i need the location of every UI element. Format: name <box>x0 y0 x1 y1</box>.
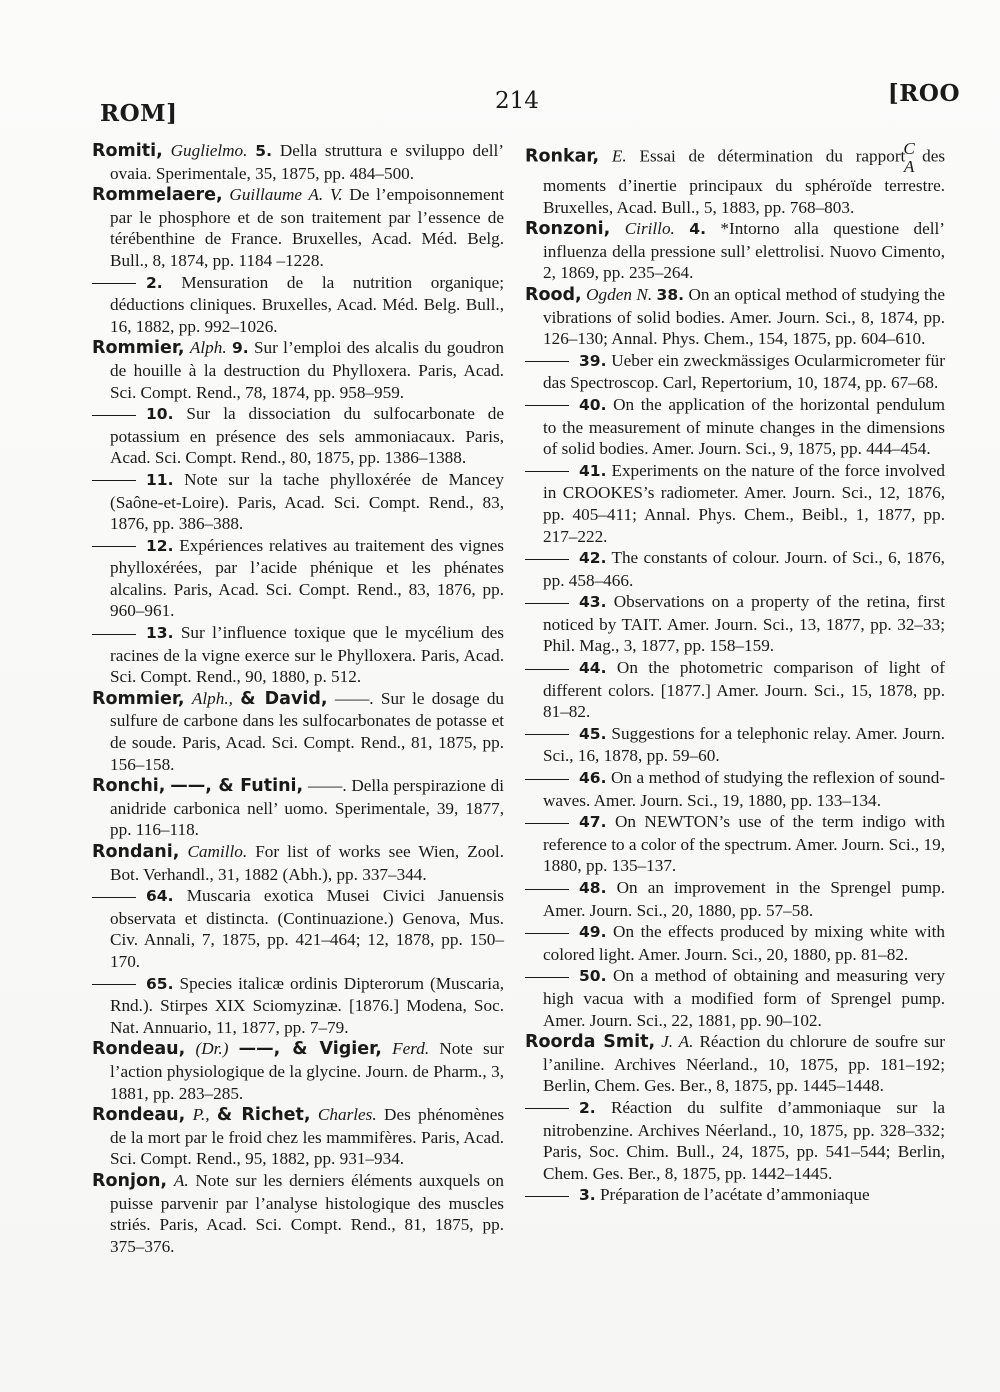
bibliography-entry <box>525 547 945 591</box>
author-name: Roorda Smit, <box>525 1032 656 1053</box>
ditto-dash <box>525 823 569 824</box>
bibliography-entry <box>92 535 504 622</box>
entry-text: Della struttura e sviluppo dell’ ovaia. Sperimentale, 35, 1875, pp. 484–500. <box>110 141 505 183</box>
author-given-name: Cirillo. <box>624 219 675 239</box>
ditto-dash <box>525 471 569 472</box>
coauthor-given-name: Ferd. <box>392 1039 430 1059</box>
ditto-dash <box>92 984 136 985</box>
entry-text: Experiments on the nature of the force involved in CROOKES’s radiometer. Amer. Journ. Sci., 12, 1876, pp. 405–411; Annal. Phys. Chem., Beibl., 1, 1877, pp. 217–222. <box>543 460 946 546</box>
ditto-dash <box>525 1196 569 1197</box>
bibliography-entry: Ronkar, E. Essai de détermination du rapport $\frac{C}{A}$ des moments d’inertie principaux du sphéroïde terrestre. Bruxelles, Acad. Bull., 5, 1883, pp. 768–803. <box>525 139 946 217</box>
ditto-dash <box>92 480 136 481</box>
bibliography-entry <box>525 1097 945 1184</box>
entry-text: Préparation de l’acétate d’ammoniaque <box>599 1185 870 1205</box>
entry-number: 48. <box>579 879 607 897</box>
ditto-dash <box>525 977 569 978</box>
bibliography-entry <box>525 767 945 811</box>
entry-number: 38. <box>656 285 685 304</box>
bibliography-entry <box>92 622 504 688</box>
entry-text: Observations on a property of the retina, first noticed by TAIT. Amer. Journ. Sci., 13, 1877, pp. 32–33; Phil. Mag., 3, 1877, pp. 158–159. <box>543 592 945 656</box>
entry-number: 11. <box>146 470 174 489</box>
entry-number: 3. <box>579 1186 596 1205</box>
page-header <box>100 78 960 130</box>
bibliography-entry <box>92 140 504 184</box>
entry-text: Suggestions for a telephonic relay. Amer. Journ. Sci., 16, 1878, pp. 59–60. <box>543 723 945 766</box>
coauthor-given-name: Charles. <box>317 1105 377 1125</box>
bibliography-entry <box>525 1184 945 1207</box>
bibliography-entry <box>92 272 504 338</box>
entry-number: 4. <box>689 220 706 239</box>
bibliography-entry <box>92 973 504 1039</box>
entry-text: Expériences relatives au traitement des vignes phylloxérées, par l’acide phénique et les phénates alcalins. Paris, Acad. Sci. Compt. Rend., 83, 1876, pp. 960–961. <box>110 535 504 621</box>
ditto-dash <box>525 669 569 670</box>
page-number: 214 <box>495 88 539 114</box>
ditto-dash <box>92 415 136 416</box>
entry-number: 13. <box>146 624 174 643</box>
bibliography-entry <box>525 218 945 284</box>
entry-text: Réaction du sulfite d’ammoniaque sur la nitrobenzine. Archives Néerland., 10, 1875, pp. 328–332; Paris, Soc. Chim. Bull., 24, 1875, pp. 541–544; Berlin, Chem. Ges. Ber., 8, 1875, pp. 1442–1445. <box>543 1097 945 1183</box>
entry-text: Essai de détermination du rapport <box>639 146 906 166</box>
author-given-name: Camillo. <box>187 842 248 861</box>
entry-text: On an improvement in the Sprengel pump. Amer. Journ. Sci., 20, 1880, pp. 57–58. <box>543 878 945 920</box>
bibliography-entry <box>92 841 504 885</box>
entry-text: Des phénomènes de la mort par le froid chez les mammifères. Paris, Acad. Sci. Compt. Rend., 95, 1882, pp. 931–934. <box>110 1105 505 1169</box>
entry-text: *Intorno alla questione dell’ influenza della pressione sull’ elettrolisi. Nuovo Cimento, 2, 1869, pp. 235–264. <box>543 219 946 283</box>
entry-text: Sur l’influence toxique que le mycélium des racines de la vigne exerce sur le Phylloxera. Paris, Acad. Sci. Compt. Rend., 90, 1880, p. 512. <box>110 623 504 687</box>
author-name: Rondeau, <box>92 1105 186 1126</box>
coauthor-name: ——, & Vigier, <box>238 1039 382 1060</box>
entry-number: 65. <box>146 974 174 993</box>
entry-text: On the photometric comparison of light of different colors. [1877.] Amer. Journ. Sci., 15, 1878, pp. 81–82. <box>543 658 945 722</box>
author-name: Romiti, <box>92 141 163 161</box>
bibliography-entry <box>525 460 945 547</box>
bibliography-entry <box>525 394 945 460</box>
entry-text: The constants of colour. Journ. of Sci., 6, 1876, pp. 458–466. <box>543 548 945 590</box>
ditto-dash <box>525 603 569 604</box>
ditto-dash <box>525 779 569 780</box>
bibliography-entry <box>525 811 945 877</box>
entry-text: On a method of studying the reflexion of sound-waves. Amer. Journ. Sci., 19, 1880, pp. 133–134. <box>543 768 946 810</box>
author-given-name: P., <box>192 1105 210 1125</box>
entry-text: Muscaria exotica Musei Civici Januensis observata et distincta. (Continuazione.) Genova, Mus. Civ. Annali, 7, 1875, pp. 421–464; 12, 1878, pp. 150–170. <box>110 886 504 971</box>
entry-number: 12. <box>146 536 174 555</box>
header-left-range: ROM] <box>100 100 178 127</box>
bibliography-entry <box>525 284 945 350</box>
entry-text: Sur l’emploi des alcalis du goudron de houille à la destruction du Phylloxera. Paris, Acad. Sci. Compt. Rend., 78, 1874, pp. 958–959. <box>110 338 505 402</box>
author-name: Rood, <box>525 284 582 305</box>
bibliography-entry <box>525 657 945 723</box>
left-column <box>92 140 504 1257</box>
entry-text: Sur la dissociation du sulfocarbonate de potassium en présence des sels ammoniacaux. Paris, Acad. Sci. Compt. Rend., 80, 1875, pp. 1386–1388. <box>110 404 504 468</box>
author-given-name: Guglielmo. <box>170 141 248 160</box>
entry-number: 44. <box>579 659 607 678</box>
entry-number: 45. <box>579 724 607 743</box>
bibliography-entry <box>525 591 945 657</box>
entry-text: Réaction du chlorure de soufre sur l’aniline. Archives Néerland., 10, 1875, pp. 181–192; Berlin, Chem. Ges. Ber., 8, 1875, pp. 1445–1448. <box>543 1032 945 1096</box>
ditto-dash <box>525 405 569 406</box>
ditto-dash <box>92 634 136 635</box>
entry-number: 10. <box>146 405 174 424</box>
author-name: Rommelaere, <box>92 185 223 206</box>
author-given-name: A. <box>173 1170 189 1190</box>
ditto-dash <box>525 361 569 362</box>
entry-text: On a method of obtaining and measuring very high vacua with a modified form of Sprengel pump. Amer. Journ. Sci., 22, 1881, pp. 90–102. <box>543 966 946 1030</box>
right-column <box>525 140 945 1207</box>
bibliography-entry <box>92 775 504 841</box>
entry-text: ——. Sur le dosage du sulfure de carbone dans les sulfocarbonates de potasse et de soude. Paris, Acad. Sci. Compt. Rend., 81, 1875, pp. 156–158. <box>110 688 505 774</box>
entry-text: Note sur l’action physiologique de la glycine. Journ. de Pharm., 3, 1881, pp. 283–285. <box>110 1039 504 1103</box>
entry-text: On an optical method of studying the vibrations of solid bodies. Amer. Journ. Sci., 8, 1874, pp. 126–130; Annal. Phys. Chem., 154, 1875, pp. 604–610. <box>543 284 946 349</box>
bibliography-entry <box>92 469 504 535</box>
author-given-name: J. A. <box>661 1032 694 1052</box>
entry-text: Ueber ein zweckmässiges Ocularmicrometer für das Spectroscop. Carl, Repertorium, 10, 1874, pp. 67–68. <box>543 350 945 393</box>
bibliography-entry <box>525 965 945 1031</box>
entry-text: For list of works see Wien, Zool. Bot. Verhandl., 31, 1882 (Abh.), pp. 337–344. <box>110 842 505 884</box>
entry-text: On the effects produced by mixing white with colored light. Amer. Journ. Sci., 20, 1880, pp. 81–82. <box>543 922 945 964</box>
bibliography-entry <box>92 184 504 271</box>
author-given-name: Alph. <box>189 338 227 358</box>
entry-text: Mensuration de la nutrition organique; déductions cliniques. Bruxelles, Acad. Méd. Belg. Bull., 16, 1882, pp. 992–1026. <box>110 272 504 336</box>
ditto-dash <box>92 546 136 547</box>
author-name: Ronkar, <box>525 146 600 167</box>
coauthor-name: & David, <box>240 688 328 709</box>
bibliography-entry <box>92 1170 504 1257</box>
entry-number: 40. <box>579 395 607 414</box>
ditto-dash <box>525 889 569 890</box>
coauthor-name: ——, & Futini, <box>170 776 304 797</box>
entry-number: 5. <box>255 142 272 160</box>
ditto-dash <box>525 1108 569 1109</box>
entry-number: 50. <box>579 967 607 986</box>
author-name: Rommier, <box>92 688 185 709</box>
author-given-name: Ogden N. <box>586 284 653 304</box>
entry-text-continued: des moments d’inertie principaux du sphéroïde terrestre. Bruxelles, Acad. Bull., 5, 1883, pp. 768–803. <box>543 146 946 217</box>
entry-number: 39. <box>579 351 607 370</box>
bibliography-entry <box>525 723 945 767</box>
entry-text: Species italicæ ordinis Dipterorum (Muscaria, Rnd.). Stirpes XIX Sciomyzinæ. [1876.] Modena, Soc. Nat. Annuario, 11, 1877, pp. 7–79. <box>110 973 504 1037</box>
author-given-name: (Dr.) <box>195 1039 229 1059</box>
author-name: Ronchi, <box>92 776 166 797</box>
ditto-dash <box>525 559 569 560</box>
entry-text: De l’empoisonnement par le phosphore et de son traitement par l’essence de térébenthine de France. Bruxelles, Acad. Méd. Belg. Bull., 8, 1874, pp. 1184 –1228. <box>110 185 505 270</box>
entry-number: 41. <box>579 461 607 480</box>
bibliography-entry <box>525 921 945 965</box>
entry-text: ——. Della perspirazione di anidride carbonica nell’ uomo. Sperimentale, 39, 1877, pp. 116–118. <box>110 776 505 840</box>
author-name: Rondeau, <box>92 1039 186 1060</box>
entry-text: On NEWTON’s use of the term indigo with reference to a color of the spectrum. Amer. Journ. Sci., 19, 1880, pp. 135–137. <box>543 812 945 876</box>
author-name: Rommier, <box>92 338 185 359</box>
author-name: Ronzoni, <box>525 219 611 240</box>
entry-number: 49. <box>579 923 607 942</box>
author-given-name: E. <box>611 146 627 166</box>
author-given-name: Guillaume A. V. <box>229 185 343 205</box>
entry-number: 64. <box>146 887 174 906</box>
entry-number: 2. <box>146 273 163 292</box>
ditto-dash <box>92 283 136 284</box>
entry-number: 42. <box>579 549 607 568</box>
bibliography-entry <box>92 337 504 403</box>
author-given-name: Alph., <box>191 688 233 708</box>
entry-number: 9. <box>231 339 249 358</box>
entry-number: 47. <box>579 813 607 832</box>
author-name: Ronjon, <box>92 1170 168 1191</box>
entry-number: 46. <box>579 769 607 788</box>
author-name: Rondani, <box>92 842 180 862</box>
bibliography-entry <box>92 403 504 469</box>
bibliography-entry <box>525 1031 945 1097</box>
bibliography-entry <box>525 350 945 394</box>
ditto-dash <box>92 897 136 898</box>
bibliography-entry <box>92 885 504 972</box>
coauthor-name: & Richet, <box>216 1105 311 1126</box>
header-right-range: [ROO <box>887 80 960 107</box>
bibliography-entry <box>525 877 945 921</box>
bibliography-entry <box>92 1104 504 1170</box>
entry-text: On the application of the horizontal pendulum to the measurement of minute changes in the dimensions of solid bodies. Amer. Journ. Sci., 9, 1875, pp. 444–454. <box>543 394 946 459</box>
entry-number: 2. <box>579 1098 596 1117</box>
entry-text: Note sur la tache phylloxérée de Mancey (Saône-et-Loire). Paris, Acad. Sci. Compt. Rend., 83, 1876, pp. 386–388. <box>110 469 504 534</box>
ditto-dash <box>525 734 569 735</box>
ditto-dash <box>525 933 569 934</box>
entry-text: Note sur les derniers éléments auxquels on puisse parvenir par l’analyse histologique des muscles striés. Paris, Acad. Sci. Compt. Rend., 81, 1875, pp. 375–376. <box>110 1170 504 1256</box>
bibliography-entry <box>92 1038 504 1104</box>
entry-number: 43. <box>579 593 607 612</box>
bibliography-entry <box>92 688 504 775</box>
